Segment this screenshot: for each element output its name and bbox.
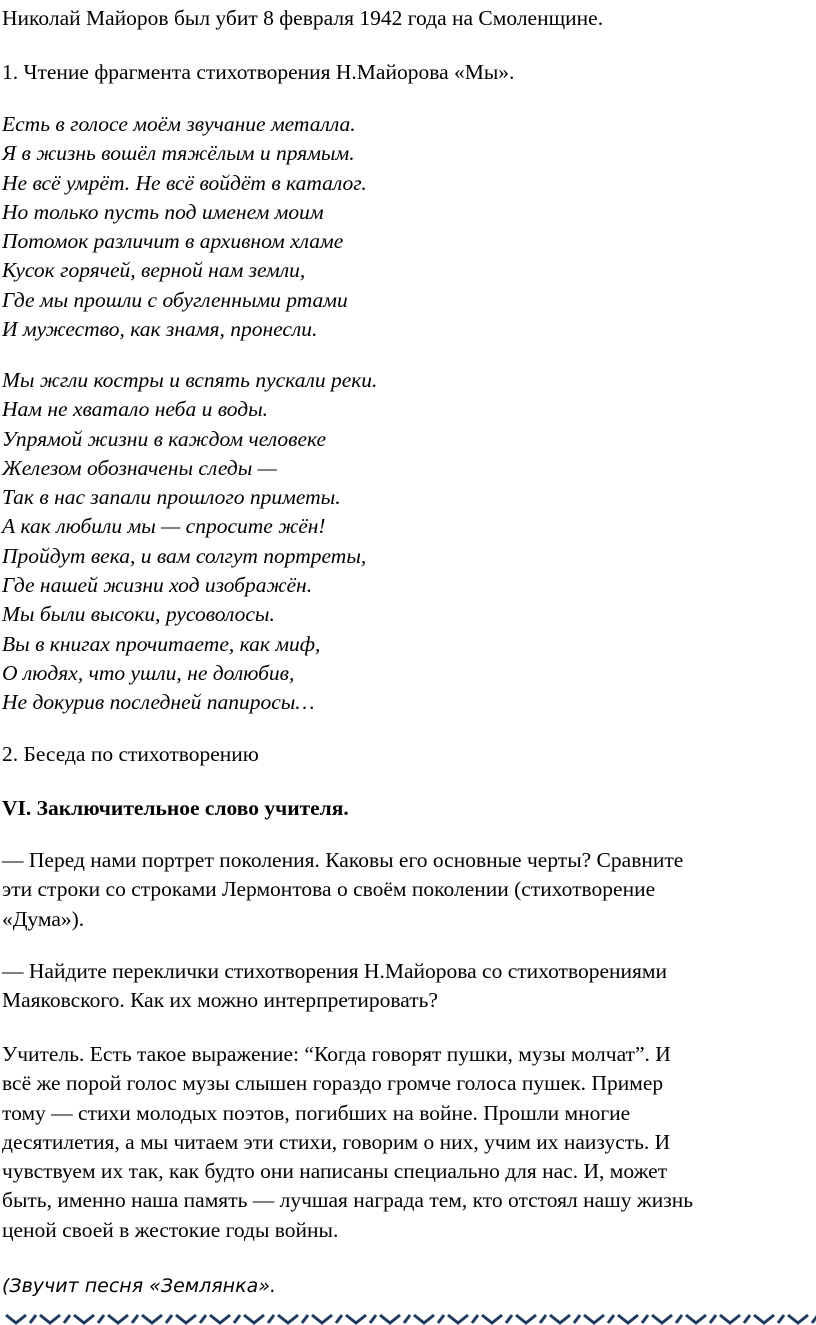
chevron-mark <box>380 1315 410 1323</box>
chevron-mark <box>618 1315 648 1323</box>
question-1-paragraph <box>2 846 814 934</box>
chevron-mark <box>482 1315 512 1323</box>
chevron-mark <box>312 1315 342 1323</box>
paragraph-line: быть, именно наша память — лучшая награда тем, кто отстоял нашу жизнь <box>2 1188 694 1213</box>
poem-line: Я в жизнь вошёл тяжёлым и прямым. <box>2 141 355 166</box>
item-2-discussion: 2. Беседа по стихотворению <box>2 742 259 766</box>
chevron-mark <box>720 1315 750 1323</box>
poem-line: Вы в книгах прочитаете, как миф, <box>2 631 321 656</box>
chevron-mark <box>516 1315 546 1323</box>
poem-line: Где нашей жизни ход изображён. <box>2 573 313 598</box>
poem-line: Нам не хватало неба и воды. <box>2 397 269 422</box>
intro-line: Николай Майоров был убит 8 февраля 1942 года на Смоленщине. <box>2 6 604 30</box>
poem-line: Есть в голосе моём звучание металла. <box>2 112 356 136</box>
chevron-border-ornament <box>0 1311 816 1325</box>
poem-stanza-2 <box>2 366 377 718</box>
paragraph-line: десятилетия, а мы читаем эти стихи, говорим о них, учим их наизусть. И <box>2 1129 671 1154</box>
poem-line: Так в нас запали прошлого приметы. <box>2 485 341 510</box>
poem-stanza-1 <box>2 110 367 344</box>
poem-line: Но только пусть под именем моим <box>2 199 324 224</box>
poem-line: Пройдут века, и вам солгут портреты, <box>2 543 367 568</box>
chevron-mark <box>40 1315 70 1323</box>
chevron-mark <box>142 1315 172 1323</box>
paragraph-line: всё же порой голос музы слышен гораздо громче голоса пушек. Пример <box>2 1071 664 1096</box>
teacher-paragraph <box>2 1040 814 1245</box>
chevron-mark <box>686 1315 716 1323</box>
chevron-mark <box>448 1315 478 1323</box>
poem-line: Упрямой жизни в каждом человеке <box>2 426 327 451</box>
chevron-mark <box>754 1315 784 1323</box>
poem-line: О людях, что ушли, не долюбив, <box>2 660 295 685</box>
poem-line: Мы жгли костры и вспять пускали реки. <box>2 368 378 392</box>
poem-line: Не всё умрёт. Не всё войдёт в каталог. <box>2 170 367 195</box>
chevron-mark <box>108 1315 138 1323</box>
chevron-mark <box>550 1315 580 1323</box>
paragraph-line: ценой своей в жестокие годы войны. <box>2 1217 339 1242</box>
paragraph-line: эти строки со строками Лермонтова о своём поколении (стихотворение <box>2 877 656 902</box>
chevron-mark <box>346 1315 376 1323</box>
poem-line: Мы были высоки, русоволосы. <box>2 602 275 627</box>
song-note: (Звучит песня «Землянка». <box>2 1275 276 1297</box>
poem-line: Не докурив последней папиросы… <box>2 690 315 715</box>
chevron-mark <box>176 1315 206 1323</box>
chevron-mark <box>244 1315 274 1323</box>
chevron-mark <box>6 1315 36 1323</box>
item-1-reading: 1. Чтение фрагмента стихотворения Н.Майорова «Мы». <box>2 60 515 84</box>
chevron-mark <box>210 1315 240 1323</box>
poem-line: Потомок различит в архивном хламе <box>2 229 344 254</box>
chevron-mark <box>584 1315 614 1323</box>
paragraph-line: тому — стихи молодых поэтов, погибших на войне. Прошли многие <box>2 1100 631 1125</box>
poem-line: Кусок горячей, верной нам земли, <box>2 258 306 283</box>
poem-line: Железом обозначены следы — <box>2 455 277 480</box>
paragraph-line: — Найдите переклички стихотворения Н.Майорова со стихотворениями <box>2 959 667 983</box>
poem-line: Где мы прошли с обугленными ртами <box>2 287 348 312</box>
paragraph-line: Маяковского. Как их можно интерпретировать? <box>2 988 438 1013</box>
paragraph-line: чувствуем их так, как будто они написаны специально для нас. И, может <box>2 1159 668 1184</box>
chevron-mark <box>414 1315 444 1323</box>
poem-line: А как любили мы — спросите жён! <box>2 514 326 539</box>
question-2-paragraph <box>2 957 814 1016</box>
chevron-mark <box>278 1315 308 1323</box>
paragraph-line: «Дума»). <box>2 906 85 931</box>
section-heading: VI. Заключительное слово учителя. <box>2 796 349 820</box>
chevron-mark <box>788 1315 816 1323</box>
paragraph-line: — Перед нами портрет поколения. Каковы его основные черты? Сравните <box>2 848 684 872</box>
poem-line: И мужество, как знамя, пронесли. <box>2 317 318 342</box>
paragraph-line: Учитель. Есть такое выражение: “Когда говорят пушки, музы молчат”. И <box>2 1042 671 1066</box>
chevron-mark <box>652 1315 682 1323</box>
chevron-mark <box>74 1315 104 1323</box>
